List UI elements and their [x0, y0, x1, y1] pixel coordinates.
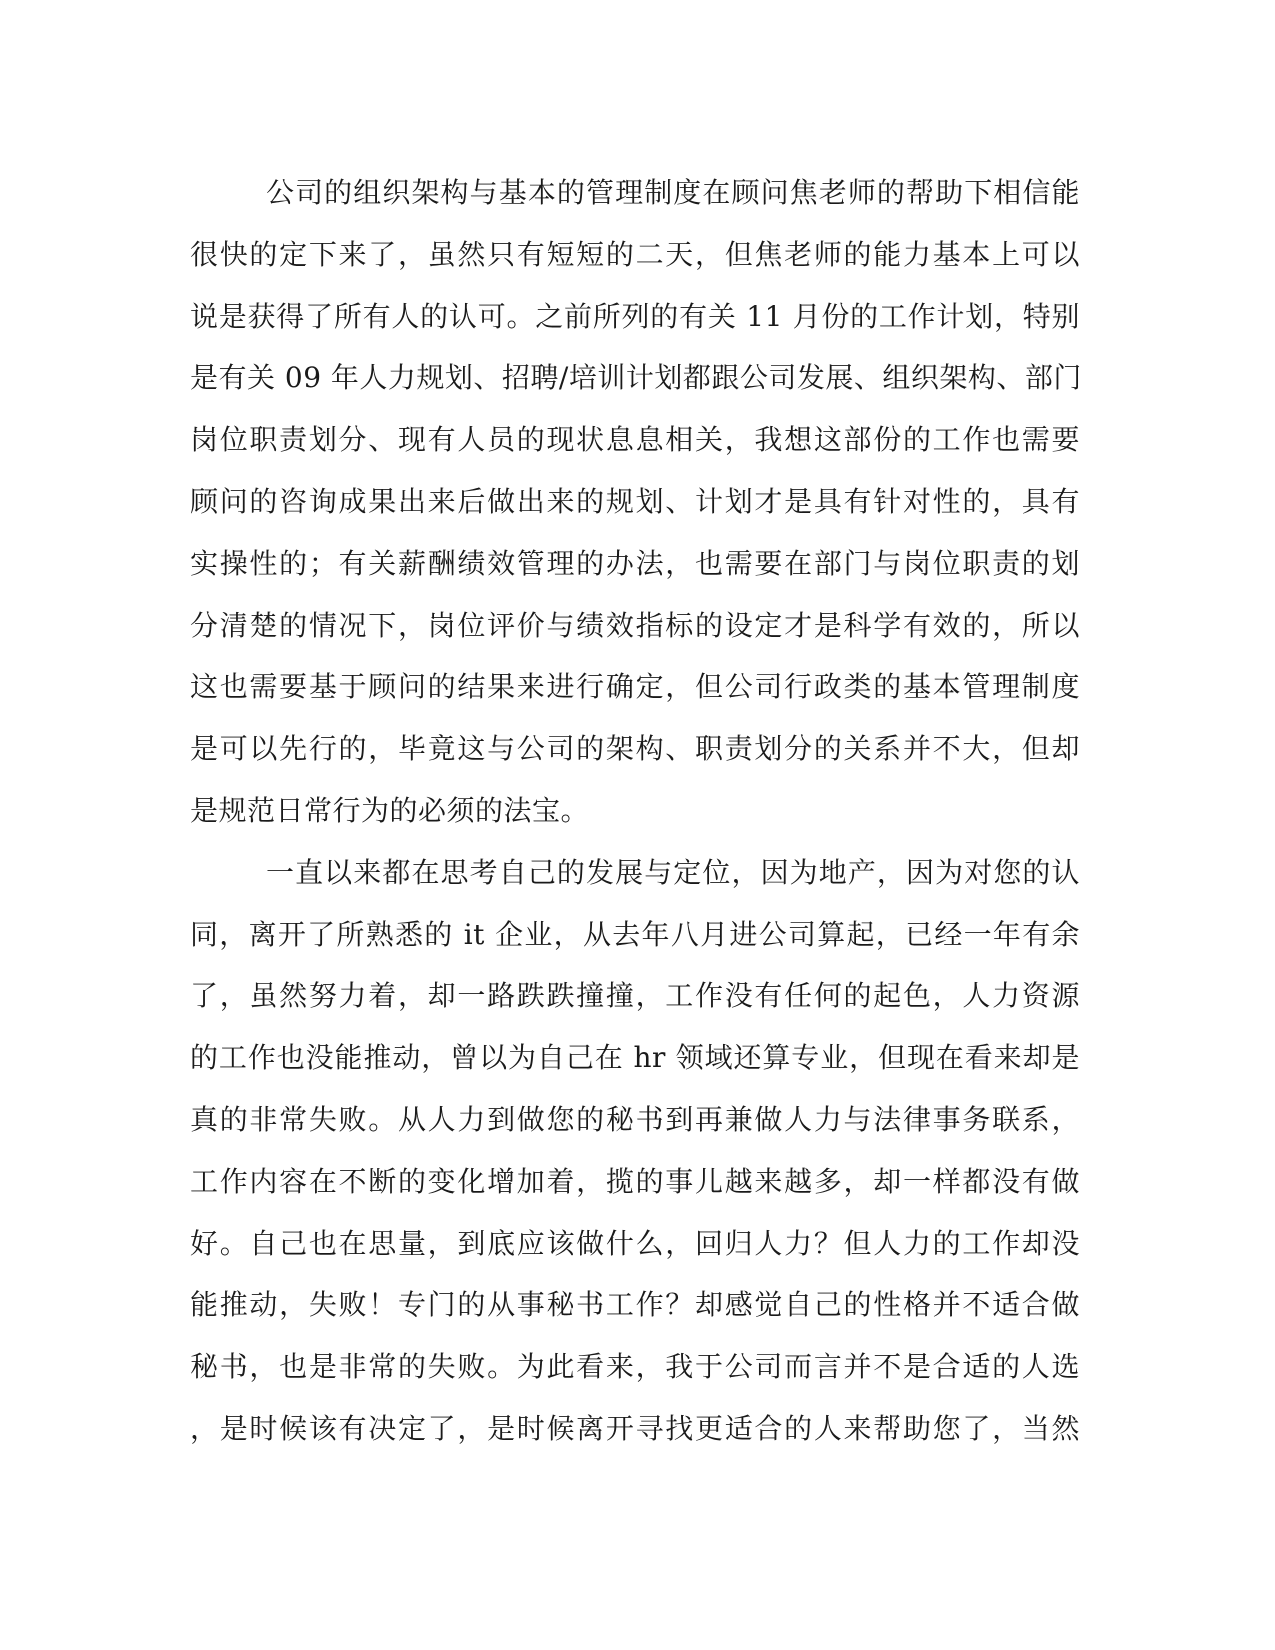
paragraph-1 — [190, 162, 1080, 842]
text-line: 岗位职责划分、现有人员的现状息息相关，我想这部份的工作也需要 — [190, 423, 1080, 457]
text-line: 说是获得了所有人的认可。之前所列的有关 11 月份的工作计划，特别 — [190, 299, 1080, 333]
text-line: 实操性的；有关薪酬绩效管理的办法，也需要在部门与岗位职责的划 — [190, 546, 1080, 580]
text-line: 工作内容在不断的变化增加着，揽的事儿越来越多，却一样都没有做 — [190, 1164, 1080, 1198]
text-line: 是可以先行的，毕竟这与公司的架构、职责划分的关系并不大，但却 — [190, 732, 1080, 766]
text-line: ，是时候该有决定了，是时候离开寻找更适合的人来帮助您了，当然 — [190, 1411, 1080, 1445]
text-line: 的工作也没能推动，曾以为自己在 hr 领域还算专业，但现在看来却是 — [190, 1041, 1080, 1075]
text-line: 很快的定下来了，虽然只有短短的二天，但焦老师的能力基本上可以 — [190, 237, 1080, 271]
text-line: 一直以来都在思考自己的发展与定位，因为地产，因为对您的认 — [266, 855, 1080, 889]
text-line: 是有关 09 年人力规划、招聘/培训计划都跟公司发展、组织架构、部门 — [190, 361, 1082, 395]
text-line: 能推动，失败！专门的从事秘书工作？却感觉自己的性格并不适合做 — [190, 1288, 1080, 1322]
paragraph-2 — [190, 842, 1080, 1460]
text-line: 秘书，也是非常的失败。为此看来，我于公司而言并不是合适的人选 — [190, 1350, 1080, 1384]
text-line: 公司的组织架构与基本的管理制度在顾问焦老师的帮助下相信能 — [266, 176, 1080, 209]
text-line: 顾问的咨询成果出来后做出来的规划、计划才是具有针对性的，具有 — [190, 484, 1080, 518]
text-line: 了，虽然努力着，却一路跌跌撞撞，工作没有任何的起色，人力资源 — [190, 979, 1080, 1013]
body-text — [190, 162, 1080, 1460]
text-line: 同，离开了所熟悉的 it 企业，从去年八月进公司算起，已经一年有余 — [190, 917, 1080, 951]
text-line: 真的非常失败。从人力到做您的秘书到再兼做人力与法律事务联系， — [190, 1102, 1080, 1136]
text-line: 分清楚的情况下，岗位评价与绩效指标的设定才是科学有效的，所以 — [190, 608, 1080, 642]
text-line: 这也需要基于顾问的结果来进行确定，但公司行政类的基本管理制度 — [190, 670, 1080, 704]
text-line: 是规范日常行为的必须的法宝。 — [190, 793, 590, 827]
text-line: 好。自己也在思量，到底应该做什么，回归人力？但人力的工作却没 — [190, 1226, 1080, 1260]
